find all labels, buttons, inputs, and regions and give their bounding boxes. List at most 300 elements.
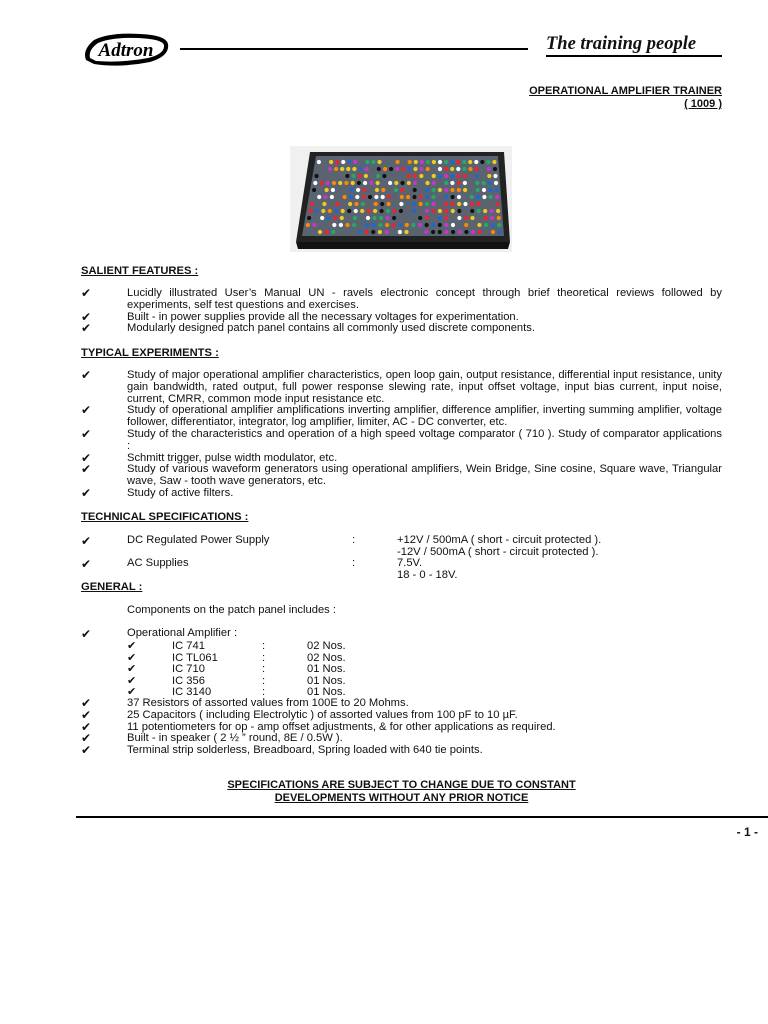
panel-socket	[394, 181, 398, 185]
panel-socket	[457, 188, 461, 192]
panel-socket	[381, 188, 385, 192]
salient-features-heading: SALIENT FEATURES :	[81, 265, 199, 277]
panel-socket	[471, 230, 475, 234]
ic-name: IC 741	[172, 640, 205, 652]
panel-socket	[457, 209, 461, 213]
panel-socket	[347, 160, 351, 164]
panel-socket	[388, 181, 392, 185]
panel-socket	[464, 216, 468, 220]
panel-socket	[351, 181, 355, 185]
panel-socket	[493, 174, 497, 178]
panel-socket	[498, 230, 502, 234]
spec-colon: :	[352, 557, 356, 569]
panel-socket	[482, 195, 486, 199]
panel-socket	[444, 160, 448, 164]
check-icon: ✔	[81, 627, 92, 641]
notice-line-1: SPECIFICATIONS ARE SUBJECT TO CHANGE DUE TO CONSTANT	[227, 779, 576, 791]
panel-socket	[412, 195, 416, 199]
list-item: ✔ Modularly designed patch panel contains all commonly used discrete components.	[81, 321, 535, 336]
salient-features-list	[81, 288, 722, 335]
list-item: ✔ Lucidly illustrated User’s Manual UN - ravels electronic concept through brief theoretical reviews followed by experiments, self test questions and exercises.	[81, 286, 722, 311]
panel-socket	[496, 209, 500, 213]
panel-socket	[373, 209, 377, 213]
panel-socket	[365, 167, 369, 171]
panel-socket	[475, 167, 479, 171]
panel-socket	[491, 223, 495, 227]
panel-socket	[306, 223, 310, 227]
panel-socket	[425, 216, 429, 220]
panel-socket	[457, 216, 461, 220]
panel-socket	[470, 216, 474, 220]
panel-socket	[361, 202, 365, 206]
panel-socket	[432, 160, 436, 164]
panel-socket	[383, 167, 387, 171]
panel-socket	[484, 223, 488, 227]
panel-socket	[354, 202, 358, 206]
panel-socket	[464, 223, 468, 227]
panel-socket	[474, 160, 478, 164]
ic-name: IC 710	[172, 663, 205, 675]
check-icon: ✔	[127, 675, 137, 687]
panel-socket	[444, 188, 448, 192]
notice-line-2: DEVELOPMENTS WITHOUT ANY PRIOR NOTICE	[274, 792, 529, 804]
panel-socket	[333, 216, 337, 220]
panel-socket	[426, 167, 430, 171]
panel-socket	[345, 174, 349, 178]
panel-socket	[431, 202, 435, 206]
panel-socket	[493, 167, 497, 171]
panel-socket	[413, 188, 417, 192]
panel-socket	[487, 174, 491, 178]
panel-socket	[339, 223, 343, 227]
tagline: The training people	[546, 34, 697, 54]
panel-socket	[335, 202, 339, 206]
panel-socket	[378, 230, 382, 234]
panel-socket	[312, 188, 316, 192]
technical-specifications-heading: TECHNICAL SPECIFICATIONS :	[81, 511, 249, 523]
check-icon: ✔	[81, 534, 92, 548]
panel-socket	[412, 202, 416, 206]
panel-socket	[438, 167, 442, 171]
panel-socket	[360, 209, 364, 213]
panel-socket	[475, 174, 479, 178]
list-item: ✔ Built - in power supplies provide all the necessary voltages for experimentation.	[81, 309, 519, 324]
check-icon: ✔	[81, 450, 92, 465]
list-item: ✔ 11 potentiometers for op - amp offset adjustments, & for other applications as required.	[81, 719, 556, 734]
panel-socket	[457, 202, 461, 206]
panel-socket	[376, 174, 380, 178]
list-item: ✔ Terminal strip solderless, Breadboard, Spring loaded with 640 tie points.	[81, 743, 483, 758]
panel-socket	[444, 167, 448, 171]
ic-qty: 01 Nos.	[307, 663, 346, 675]
panel-socket	[386, 209, 390, 213]
panel-socket	[341, 209, 345, 213]
panel-socket	[492, 160, 496, 164]
panel-socket	[444, 195, 448, 199]
panel-socket	[486, 160, 490, 164]
check-icon: ✔	[81, 368, 92, 382]
panel-socket	[413, 174, 417, 178]
panel-socket	[364, 174, 368, 178]
panel-socket	[349, 195, 353, 199]
panel-socket	[438, 209, 442, 213]
panel-socket	[482, 188, 486, 192]
panel-socket	[331, 188, 335, 192]
panel-socket	[496, 202, 500, 206]
panel-socket	[431, 195, 435, 199]
panel-socket	[475, 181, 479, 185]
panel-socket	[444, 223, 448, 227]
header-rule	[180, 48, 528, 50]
panel-socket	[358, 167, 362, 171]
panel-socket	[444, 216, 448, 220]
panel-socket	[419, 202, 423, 206]
panel-socket	[470, 195, 474, 199]
panel-socket	[394, 188, 398, 192]
panel-socket	[420, 167, 424, 171]
panel-socket	[468, 167, 472, 171]
panel-socket	[332, 181, 336, 185]
panel-socket	[371, 160, 375, 164]
ic-name: IC 3140	[172, 686, 212, 698]
panel-socket	[489, 195, 493, 199]
panel-socket	[308, 209, 312, 213]
panel-socket	[438, 216, 442, 220]
panel-socket	[314, 174, 318, 178]
panel-socket	[431, 223, 435, 227]
panel-socket	[438, 188, 442, 192]
panel-socket	[477, 223, 481, 227]
panel-socket	[385, 223, 389, 227]
panel-socket	[450, 181, 454, 185]
panel-socket	[457, 181, 461, 185]
panel-socket	[378, 223, 382, 227]
page-number: - 1 -	[736, 825, 758, 839]
panel-socket	[411, 223, 415, 227]
panel-socket	[355, 195, 359, 199]
experiments-list	[81, 370, 722, 500]
panel-socket	[432, 181, 436, 185]
panel-socket	[494, 181, 498, 185]
panel-socket	[381, 195, 385, 199]
panel-socket	[495, 195, 499, 199]
panel-socket	[319, 181, 323, 185]
panel-socket	[419, 174, 423, 178]
panel-socket	[432, 174, 436, 178]
spec-value: 7.5V.	[397, 557, 423, 569]
panel-socket	[392, 223, 396, 227]
panel-socket	[425, 223, 429, 227]
panel-socket	[451, 209, 455, 213]
panel-socket	[387, 202, 391, 206]
panel-socket	[325, 230, 329, 234]
check-icon: ✔	[81, 731, 92, 746]
panel-socket	[317, 160, 321, 164]
panel-socket	[396, 160, 400, 164]
panel-socket	[405, 223, 409, 227]
check-icon: ✔	[127, 640, 137, 652]
panel-socket	[365, 160, 369, 164]
list-item: ✔ Study of operational amplifier amplifications inverting amplifier, difference amplifier, inverting summing amplifier, voltage follower, differentiator, integrator, log amplifier, limiter, AC - DC converter, etc.	[81, 403, 722, 429]
panel-socket	[358, 174, 362, 178]
panel-socket	[478, 230, 482, 234]
panel-socket	[451, 230, 455, 234]
panel-socket	[352, 223, 356, 227]
panel-socket	[456, 167, 460, 171]
list-item: ✔ Study of the characteristics and operation of a high speed voltage comparator ( 710 ). Study of comparator applications :	[81, 426, 722, 452]
panel-socket	[458, 230, 462, 234]
check-icon: ✔	[81, 743, 92, 758]
notice	[81, 779, 722, 805]
panel-socket	[484, 216, 488, 220]
panel-socket	[313, 181, 317, 185]
panel-socket	[462, 167, 466, 171]
check-icon: ✔	[81, 286, 92, 300]
panel-socket	[425, 188, 429, 192]
panel-socket	[476, 188, 480, 192]
list-item: ✔ Study of active filters.	[81, 485, 234, 500]
panel-socket	[413, 167, 417, 171]
panel-socket	[404, 230, 408, 234]
panel-socket	[362, 195, 366, 199]
document-title	[529, 85, 722, 111]
panel-socket	[398, 230, 402, 234]
panel-socket	[386, 216, 390, 220]
panel-socket	[413, 181, 417, 185]
panel-socket	[480, 160, 484, 164]
panel-socket	[380, 202, 384, 206]
panel-socket	[420, 160, 424, 164]
panel-socket	[401, 167, 405, 171]
panel-socket	[357, 181, 361, 185]
panel-socket	[407, 174, 411, 178]
panel-socket	[490, 209, 494, 213]
panel-socket	[408, 160, 412, 164]
panel-socket	[451, 223, 455, 227]
panel-socket	[379, 216, 383, 220]
panel-socket	[464, 230, 468, 234]
title-line-2: ( 1009 )	[684, 98, 722, 110]
ic-qty: 01 Nos.	[307, 686, 346, 698]
panel-socket	[470, 209, 474, 213]
panel-socket	[426, 160, 430, 164]
panel-socket	[398, 223, 402, 227]
panel-socket	[385, 230, 389, 234]
panel-socket	[431, 230, 435, 234]
spec-colon: :	[352, 534, 356, 546]
panel-socket	[318, 230, 322, 234]
spec-value: -12V / 500mA ( short - circuit protected ).	[397, 546, 599, 558]
panel-socket	[365, 223, 369, 227]
panel-socket	[438, 160, 442, 164]
check-icon: ✔	[81, 426, 92, 441]
panel-socket	[444, 202, 448, 206]
spec-name: DC Regulated Power Supply	[127, 534, 270, 546]
ic-qty: 02 Nos.	[307, 652, 346, 664]
panel-socket	[328, 209, 332, 213]
panel-socket	[345, 223, 349, 227]
panel-socket	[335, 160, 339, 164]
panel-socket	[317, 195, 321, 199]
panel-socket	[497, 216, 501, 220]
list-item: ✔ Built - in speaker ( 2 ½ ” round, 8E / 0.5W ).	[81, 731, 343, 746]
panel-socket	[320, 216, 324, 220]
title-line-1: OPERATIONAL AMPLIFIER TRAINER	[529, 85, 722, 97]
panel-socket	[424, 230, 428, 234]
panel-socket	[412, 209, 416, 213]
panel-socket	[450, 174, 454, 178]
list-item: ✔ Schmitt trigger, pulse width modulator, etc.	[81, 450, 338, 465]
panel-socket	[329, 160, 333, 164]
panel-socket	[331, 230, 335, 234]
panel-socket	[431, 209, 435, 213]
panel-socket	[344, 181, 348, 185]
check-icon: ✔	[81, 309, 92, 324]
panel-socket	[444, 209, 448, 213]
panel-socket	[406, 195, 410, 199]
panel-socket	[468, 160, 472, 164]
panel-socket	[418, 223, 422, 227]
panel-socket	[451, 202, 455, 206]
panel-socket	[488, 188, 492, 192]
panel-socket	[369, 181, 373, 185]
panel-socket	[348, 202, 352, 206]
panel-socket	[365, 230, 369, 234]
footer-rule	[76, 816, 768, 818]
panel-socket	[463, 202, 467, 206]
check-icon: ✔	[81, 557, 92, 571]
panel-socket	[315, 209, 319, 213]
panel-socket	[470, 202, 474, 206]
panel-socket	[366, 216, 370, 220]
panel-socket	[362, 188, 366, 192]
panel-socket	[490, 216, 494, 220]
panel-socket	[463, 188, 467, 192]
panel-socket	[400, 195, 404, 199]
panel-socket	[351, 174, 355, 178]
panel-socket	[418, 216, 422, 220]
panel-socket	[487, 167, 491, 171]
panel-socket	[482, 181, 486, 185]
ic-name: IC 356	[172, 675, 205, 687]
panel-socket	[425, 181, 429, 185]
trainer-photo	[290, 146, 512, 252]
panel-socket	[432, 188, 436, 192]
spec-value: +12V / 500mA ( short - circuit protected ).	[397, 534, 602, 546]
panel-socket	[334, 167, 338, 171]
check-icon: ✔	[81, 719, 92, 734]
panel-socket	[356, 188, 360, 192]
panel-socket	[483, 209, 487, 213]
panel-socket	[444, 230, 448, 234]
panel-socket	[476, 195, 480, 199]
check-icon: ✔	[81, 696, 92, 710]
list-item: ✔ 25 Capacitors ( including Electrolytic ) of assorted values from 100 pF to 10 µF.	[81, 707, 518, 722]
panel-socket	[450, 160, 454, 164]
list-item: ✔ Study of various waveform generators using operational amplifiers, Wein Bridge, Sine cosine, Square wave, Triangular wave, Saw - tooth wave generators, etc.	[81, 462, 722, 488]
panel-socket	[414, 160, 418, 164]
panel-socket	[395, 167, 399, 171]
panel-socket	[462, 160, 466, 164]
panel-socket	[451, 195, 455, 199]
check-icon: ✔	[127, 652, 137, 664]
panel-socket	[450, 167, 454, 171]
panel-socket	[399, 202, 403, 206]
panel-socket	[457, 195, 461, 199]
panel-socket	[444, 181, 448, 185]
spec-row-dc-supply	[81, 534, 722, 558]
panel-socket	[476, 202, 480, 206]
panel-socket	[382, 174, 386, 178]
panel-socket	[322, 202, 326, 206]
panel-socket	[372, 216, 376, 220]
panel-socket	[332, 223, 336, 227]
spec-value: 18 - 0 - 18V.	[397, 569, 458, 581]
panel-socket	[425, 202, 429, 206]
check-icon: ✔	[81, 707, 92, 722]
panel-socket	[354, 209, 358, 213]
panel-socket	[307, 216, 311, 220]
adtron-logo	[80, 30, 172, 68]
panel-socket	[343, 195, 347, 199]
panel-socket	[341, 160, 345, 164]
panel-socket	[371, 230, 375, 234]
panel-socket	[438, 223, 442, 227]
panel-socket	[400, 188, 404, 192]
panel-socket	[392, 209, 396, 213]
ic-qty: 02 Nos.	[307, 640, 346, 652]
typical-experiments-heading: TYPICAL EXPERIMENTS :	[81, 347, 219, 359]
ic-qty: 01 Nos.	[307, 675, 346, 687]
check-icon: ✔	[127, 686, 137, 698]
panel-socket	[334, 209, 338, 213]
ic-name: IC TL061	[172, 652, 218, 664]
panel-socket	[372, 223, 376, 227]
opamp-row	[81, 627, 722, 639]
panel-socket	[376, 181, 380, 185]
panel-socket	[380, 209, 384, 213]
panel-socket	[407, 181, 411, 185]
panel-socket	[477, 209, 481, 213]
panel-socket	[387, 195, 391, 199]
panel-socket	[425, 209, 429, 213]
panel-socket	[310, 202, 314, 206]
panel-socket	[438, 230, 442, 234]
panel-socket	[425, 195, 429, 199]
panel-socket	[352, 167, 356, 171]
panel-socket	[340, 167, 344, 171]
list-item: ✔ 37 Resistors of assorted values from 100E to 20 Mohms.	[81, 696, 409, 710]
panel-socket	[323, 195, 327, 199]
panel-socket	[497, 223, 501, 227]
panel-socket	[488, 181, 492, 185]
panel-socket	[450, 188, 454, 192]
spec-name: AC Supplies	[127, 557, 189, 569]
panel-socket	[330, 195, 334, 199]
tagline-rule	[546, 55, 722, 57]
panel-socket	[350, 188, 354, 192]
list-item: ✔ Study of major operational amplifier characteristics, open loop gain, output resistance, differential input resistance, unity gain bandwidth, rated output, full power response slewing rate, input offset voltage, input bias current, input noise, current, CMRR, common mode input resistance etc.	[81, 368, 722, 405]
panel-socket	[377, 167, 381, 171]
panel-socket	[444, 174, 448, 178]
panel-socket	[495, 188, 499, 192]
panel-socket	[463, 174, 467, 178]
general-list	[81, 698, 722, 757]
panel-socket	[399, 209, 403, 213]
panel-socket	[327, 216, 331, 220]
panel-socket	[374, 202, 378, 206]
panel-socket	[321, 209, 325, 213]
